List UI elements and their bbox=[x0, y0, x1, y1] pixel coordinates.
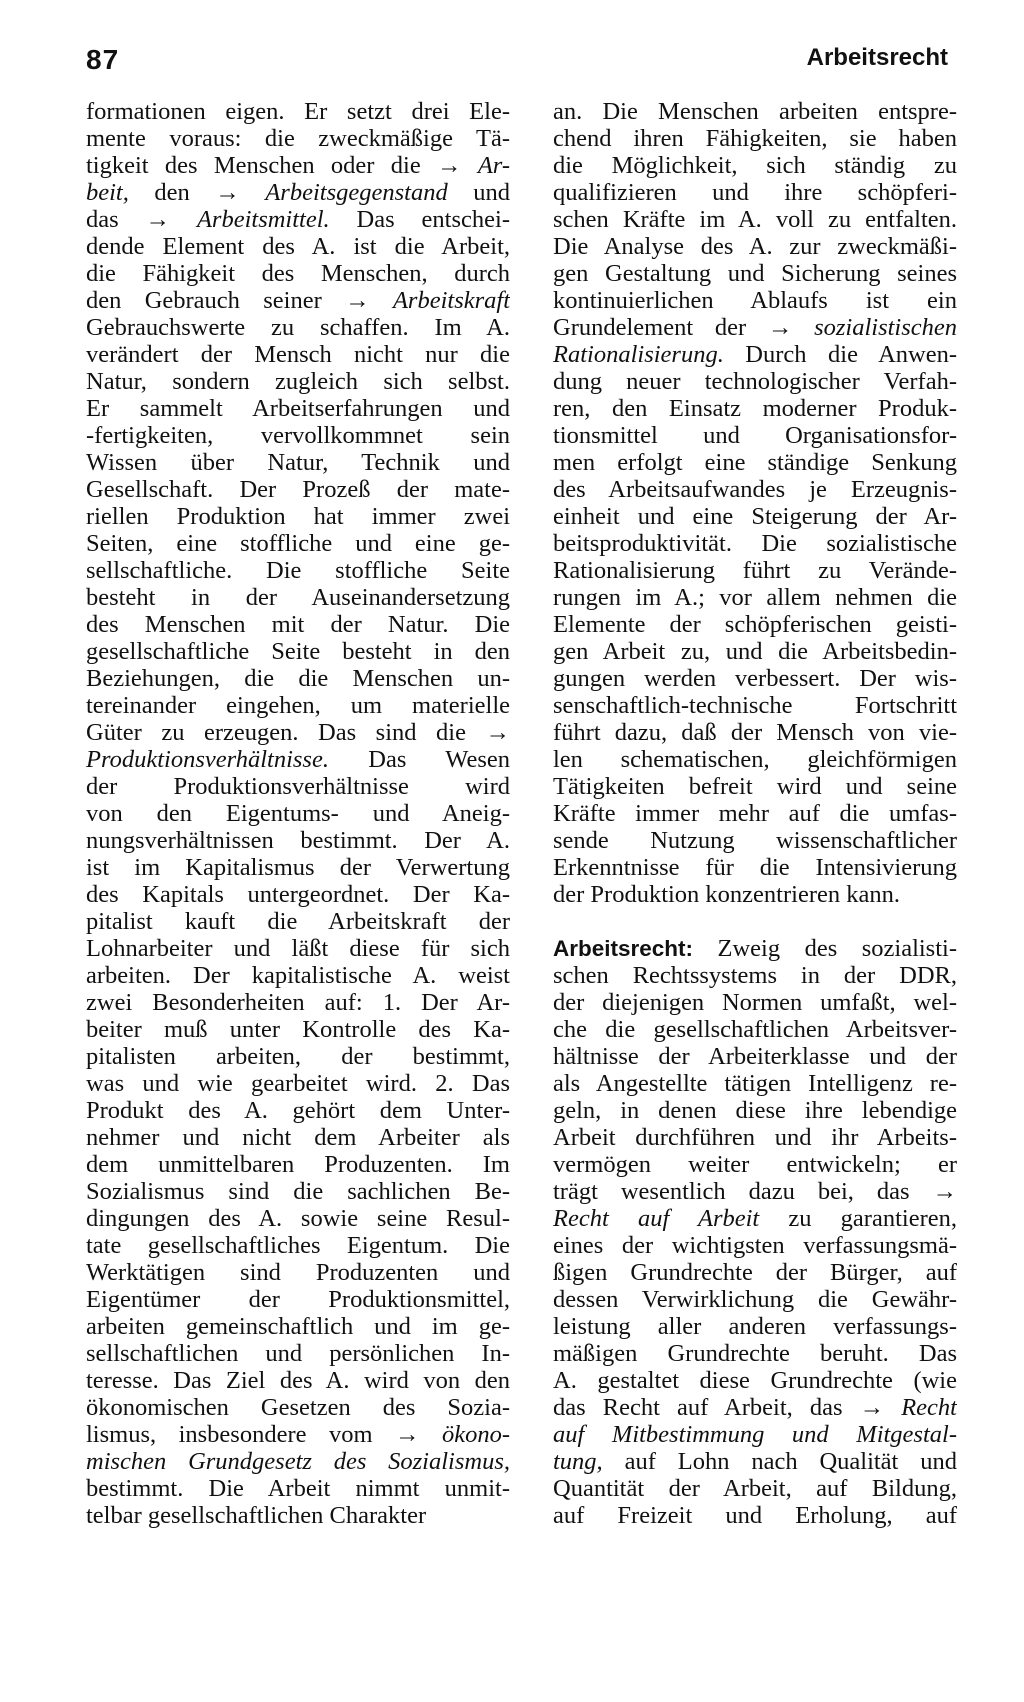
text-line bbox=[553, 1097, 957, 1124]
text-line bbox=[553, 287, 957, 314]
text-line bbox=[86, 314, 510, 341]
text-run: -fertigkeiten, vervollkommnet sein bbox=[86, 422, 510, 449]
text-run: führt dazu, daß der Mensch von vie- bbox=[553, 719, 957, 746]
text-run: Gebrauchswerte zu schaffen. Im A. bbox=[86, 314, 510, 341]
text-line bbox=[553, 773, 957, 800]
text-line bbox=[553, 449, 957, 476]
text-line bbox=[553, 1367, 957, 1394]
text-line bbox=[86, 206, 510, 233]
text-run: ren, den Einsatz moderner Produk- bbox=[553, 395, 957, 422]
text-run: vermögen weiter entwickeln; er bbox=[553, 1151, 957, 1178]
text-run: den Gebrauch seiner → bbox=[86, 287, 393, 314]
cross-reference: ökono- bbox=[441, 1421, 510, 1448]
text-run: Wissen über Natur, Technik und bbox=[86, 449, 510, 476]
text-line bbox=[553, 1394, 957, 1421]
text-run: mäßigen Grundrechte beruht. Das bbox=[553, 1340, 957, 1367]
text-line bbox=[86, 989, 510, 1016]
cross-reference: beit, bbox=[86, 179, 129, 206]
text-run: Rationalisierung führt zu Verände- bbox=[553, 557, 957, 584]
cross-reference: Ar- bbox=[477, 152, 510, 179]
text-run: Erkenntnisse für die Intensivierung bbox=[553, 854, 957, 881]
text-line bbox=[553, 1151, 957, 1178]
text-line bbox=[553, 1286, 957, 1313]
text-line bbox=[86, 1232, 510, 1259]
text-line bbox=[86, 773, 510, 800]
cross-reference: auf Mitbestimmung und Mitgestal- bbox=[553, 1421, 957, 1448]
text-run: Das entschei- bbox=[329, 206, 510, 233]
running-head: Arbeitsrecht bbox=[806, 44, 948, 71]
text-run: Quantität der Arbeit, auf Bildung, bbox=[553, 1475, 957, 1502]
text-run: kontinuierlichen Ablaufs ist ein bbox=[553, 287, 957, 314]
text-line bbox=[553, 1070, 957, 1097]
text-line bbox=[86, 1421, 510, 1448]
text-run: von den Eigentums- und Aneig- bbox=[86, 800, 510, 827]
text-line bbox=[553, 800, 957, 827]
text-line bbox=[553, 314, 957, 341]
text-run: ökonomischen Gesetzen des Sozia- bbox=[86, 1394, 510, 1421]
text-line bbox=[553, 1475, 957, 1502]
text-line bbox=[86, 1448, 510, 1475]
text-run: tate gesellschaftliches Eigentum. Die bbox=[86, 1232, 510, 1259]
text-run: sellschaftlichen und persönlichen In- bbox=[86, 1340, 510, 1367]
text-run: senschaftlich-technische Fortschritt bbox=[553, 692, 957, 719]
text-run: arbeiten gemeinschaftlich und im ge- bbox=[86, 1313, 510, 1340]
text-run: verändert der Mensch nicht nur die bbox=[86, 341, 510, 368]
text-line bbox=[86, 1259, 510, 1286]
text-run: schen Kräfte im A. voll zu entfalten. bbox=[553, 206, 957, 233]
text-run: dem unmittelbaren Produzenten. Im bbox=[86, 1151, 510, 1178]
text-run: was und wie gearbeitet wird. 2. Das bbox=[86, 1070, 510, 1097]
text-line bbox=[553, 422, 957, 449]
text-line bbox=[553, 854, 957, 881]
left-column bbox=[86, 98, 510, 1529]
text-run: Beziehungen, die die Menschen un- bbox=[86, 665, 510, 692]
text-run: der Produktionsverhältnisse wird bbox=[86, 773, 510, 800]
text-line bbox=[553, 881, 957, 908]
text-line bbox=[86, 827, 510, 854]
text-run: die Möglichkeit, sich ständig zu bbox=[553, 152, 957, 179]
text-line bbox=[553, 125, 957, 152]
text-line bbox=[86, 1205, 510, 1232]
text-line bbox=[86, 125, 510, 152]
text-run: dende Element des A. ist die Arbeit, bbox=[86, 233, 510, 260]
text-line bbox=[553, 233, 957, 260]
text-line bbox=[553, 1502, 957, 1529]
text-run: ßigen Grundrechte der Bürger, auf bbox=[553, 1259, 957, 1286]
text-run: beitsproduktivität. Die sozialistische bbox=[553, 530, 957, 557]
cross-reference: Produktionsverhältnisse. bbox=[86, 746, 329, 773]
text-line bbox=[553, 179, 957, 206]
text-run: tigkeit des Menschen oder die → bbox=[86, 152, 478, 179]
text-run: Kräfte immer mehr auf die umfas- bbox=[553, 800, 957, 827]
text-run: als Angestellte tätigen Intelligenz re- bbox=[553, 1070, 957, 1097]
text-run: Das Wesen bbox=[328, 746, 510, 773]
text-run: des Menschen mit der Natur. Die bbox=[86, 611, 510, 638]
text-run: hältnisse der Arbeiterklasse und der bbox=[553, 1043, 957, 1070]
text-run: das → bbox=[86, 206, 197, 233]
text-line bbox=[86, 908, 510, 935]
text-line bbox=[553, 935, 957, 962]
text-line bbox=[553, 98, 957, 125]
text-run: den → bbox=[128, 179, 266, 206]
text-line bbox=[86, 98, 510, 125]
text-run: rungen im A.; vor allem nehmen die bbox=[553, 584, 957, 611]
text-run: Zweig des sozialisti- bbox=[693, 935, 957, 962]
cross-reference: tung, bbox=[553, 1448, 603, 1475]
cross-reference: sozialistischen bbox=[814, 314, 957, 341]
text-run: Werktätigen sind Produzenten und bbox=[86, 1259, 510, 1286]
text-run: men erfolgt eine ständige Senkung bbox=[553, 449, 957, 476]
text-line bbox=[86, 395, 510, 422]
cross-reference: Arbeitsmittel. bbox=[196, 206, 330, 233]
text-run: Sozialismus sind die sachlichen Be- bbox=[86, 1178, 510, 1205]
text-run: des Kapitals untergeordnet. Der Ka- bbox=[86, 881, 510, 908]
text-line bbox=[553, 719, 957, 746]
text-line bbox=[553, 503, 957, 530]
text-line bbox=[553, 692, 957, 719]
text-line bbox=[86, 341, 510, 368]
text-run: einheit und eine Steigerung der Ar- bbox=[553, 503, 957, 530]
text-run: arbeiten. Der kapitalistische A. weist bbox=[86, 962, 510, 989]
text-line bbox=[86, 1151, 510, 1178]
text-line bbox=[553, 557, 957, 584]
text-run: Grundelement der → bbox=[553, 314, 815, 341]
cross-reference: Arbeitskraft bbox=[392, 287, 510, 314]
text-line bbox=[553, 1340, 957, 1367]
text-line bbox=[86, 1178, 510, 1205]
text-line bbox=[86, 449, 510, 476]
text-run: beiter muß unter Kontrolle des Ka- bbox=[86, 1016, 510, 1043]
text-line bbox=[86, 611, 510, 638]
text-line bbox=[553, 746, 957, 773]
text-line bbox=[86, 719, 510, 746]
text-run: geln, in denen diese ihre lebendige bbox=[553, 1097, 957, 1124]
text-run: sellschaftliche. Die stoffliche Seite bbox=[86, 557, 510, 584]
text-line bbox=[86, 1475, 510, 1502]
text-line bbox=[86, 503, 510, 530]
text-line bbox=[86, 1367, 510, 1394]
text-line bbox=[86, 746, 510, 773]
text-run: che die gesellschaftlichen Arbeitsver- bbox=[553, 1016, 957, 1043]
text-run: Tätigkeiten befreit wird und seine bbox=[553, 773, 957, 800]
text-line bbox=[86, 530, 510, 557]
text-line bbox=[553, 1178, 957, 1205]
text-run: gesellschaftliche Seite besteht in den bbox=[86, 638, 510, 665]
text-run: dingungen des A. sowie seine Resul- bbox=[86, 1205, 510, 1232]
text-line bbox=[553, 260, 957, 287]
text-run: Gesellschaft. Der Prozeß der mate- bbox=[86, 476, 510, 503]
text-line bbox=[553, 368, 957, 395]
text-run: Die Analyse des A. zur zweckmäßi- bbox=[553, 233, 957, 260]
text-run: dessen Verwirklichung die Gewähr- bbox=[553, 1286, 957, 1313]
text-run: Elemente der schöpferischen geisti- bbox=[553, 611, 957, 638]
text-line bbox=[86, 368, 510, 395]
text-line bbox=[86, 233, 510, 260]
text-run: qualifizieren und ihre schöpferi- bbox=[553, 179, 957, 206]
text-line bbox=[86, 1070, 510, 1097]
text-line bbox=[86, 800, 510, 827]
text-run: und bbox=[447, 179, 510, 206]
text-run: gen Arbeit zu, und die Arbeitsbedin- bbox=[553, 638, 957, 665]
text-run: das Recht auf Arbeit, das → bbox=[553, 1394, 902, 1421]
text-run: leistung aller anderen verfassungs- bbox=[553, 1313, 957, 1340]
cross-reference: mischen Grundgesetz des Sozialismus, bbox=[86, 1448, 510, 1475]
text-line bbox=[86, 476, 510, 503]
text-run: Er sammelt Arbeitserfahrungen und bbox=[86, 395, 510, 422]
text-run: teresse. Das Ziel des A. wird von den bbox=[86, 1367, 510, 1394]
text-run: der Produktion konzentrieren kann. bbox=[553, 881, 900, 908]
text-line bbox=[553, 1313, 957, 1340]
text-line bbox=[86, 152, 510, 179]
text-line bbox=[553, 152, 957, 179]
text-run: Produkt des A. gehört dem Unter- bbox=[86, 1097, 510, 1124]
text-run: dung neuer technologischer Verfah- bbox=[553, 368, 957, 395]
text-line bbox=[553, 638, 957, 665]
text-line bbox=[86, 584, 510, 611]
text-line bbox=[553, 665, 957, 692]
text-run: Seiten, eine stoffliche und eine ge- bbox=[86, 530, 510, 557]
text-line bbox=[86, 854, 510, 881]
text-line bbox=[553, 1205, 957, 1232]
text-run: lismus, insbesondere vom → bbox=[86, 1421, 442, 1448]
right-column bbox=[553, 98, 957, 1529]
text-run: trägt wesentlich dazu bei, das → bbox=[553, 1178, 957, 1205]
text-line bbox=[553, 611, 957, 638]
text-line bbox=[553, 1448, 957, 1475]
text-line bbox=[553, 341, 957, 368]
text-line bbox=[553, 1124, 957, 1151]
page-number: 87 bbox=[86, 44, 120, 75]
text-line bbox=[553, 1232, 957, 1259]
text-run: gen Gestaltung und Sicherung seines bbox=[553, 260, 957, 287]
text-line bbox=[553, 395, 957, 422]
text-line bbox=[86, 1043, 510, 1070]
text-run: auf Lohn nach Qualität und bbox=[602, 1448, 957, 1475]
text-line bbox=[86, 1502, 510, 1529]
text-line bbox=[553, 989, 957, 1016]
text-line bbox=[553, 1016, 957, 1043]
text-run: ist im Kapitalismus der Verwertung bbox=[86, 854, 510, 881]
text-line bbox=[553, 962, 957, 989]
text-run: sende Nutzung wissenschaftlicher bbox=[553, 827, 957, 854]
text-run: zwei Besonderheiten auf: 1. Der Ar- bbox=[86, 989, 510, 1016]
text-run: der diejenigen Normen umfaßt, wel- bbox=[553, 989, 957, 1016]
text-line bbox=[553, 584, 957, 611]
text-line bbox=[86, 1286, 510, 1313]
text-line bbox=[86, 665, 510, 692]
text-line bbox=[86, 287, 510, 314]
text-line bbox=[86, 1340, 510, 1367]
text-run: besteht in der Auseinandersetzung bbox=[86, 584, 510, 611]
text-line bbox=[86, 1313, 510, 1340]
cross-reference: Recht auf Arbeit bbox=[553, 1205, 760, 1232]
text-line bbox=[553, 476, 957, 503]
text-run: gungen werden verbessert. Der wis- bbox=[553, 665, 957, 692]
text-run: len schematischen, gleichförmigen bbox=[553, 746, 957, 773]
text-run: bestimmt. Die Arbeit nimmt unmit- bbox=[86, 1475, 510, 1502]
text-line bbox=[86, 422, 510, 449]
text-line bbox=[553, 1043, 957, 1070]
text-run: eines der wichtigsten verfassungsmä- bbox=[553, 1232, 957, 1259]
text-run: Natur, sondern zugleich sich selbst. bbox=[86, 368, 510, 395]
text-line bbox=[86, 935, 510, 962]
text-run: Eigentümer der Produktionsmittel, bbox=[86, 1286, 510, 1313]
text-line bbox=[86, 638, 510, 665]
text-run: tereinander eingehen, um materielle bbox=[86, 692, 510, 719]
text-run: schen Rechtssystems in der DDR, bbox=[553, 962, 957, 989]
text-run: pitalist kauft die Arbeitskraft der bbox=[86, 908, 510, 935]
text-run: zu garantieren, bbox=[759, 1205, 957, 1232]
text-line bbox=[86, 557, 510, 584]
text-line bbox=[553, 827, 957, 854]
text-run: Arbeit durchführen und ihr Arbeits- bbox=[553, 1124, 957, 1151]
text-line bbox=[86, 962, 510, 989]
text-run: riellen Produktion hat immer zwei bbox=[86, 503, 510, 530]
text-run: Güter zu erzeugen. Das sind die → bbox=[86, 719, 510, 746]
text-run: tionsmittel und Organisationsfor- bbox=[553, 422, 957, 449]
text-run: A. gestaltet diese Grundrechte (wie bbox=[553, 1367, 957, 1394]
cross-reference: Arbeitsgegenstand bbox=[265, 179, 448, 206]
text-line bbox=[86, 1097, 510, 1124]
text-line bbox=[86, 692, 510, 719]
text-line bbox=[553, 530, 957, 557]
paragraph-gap bbox=[553, 908, 957, 935]
entry-headword: Arbeitsrecht: bbox=[553, 936, 694, 961]
text-line bbox=[553, 1421, 957, 1448]
text-line bbox=[553, 206, 957, 233]
text-line bbox=[86, 260, 510, 287]
text-line bbox=[86, 1016, 510, 1043]
text-run: formationen eigen. Er setzt drei Ele- bbox=[86, 98, 510, 125]
text-line bbox=[553, 1259, 957, 1286]
text-line bbox=[86, 179, 510, 206]
text-run: mente voraus: die zweckmäßige Tä- bbox=[86, 125, 510, 152]
text-run: die Fähigkeit des Menschen, durch bbox=[86, 260, 510, 287]
text-run: Lohnarbeiter und läßt diese für sich bbox=[86, 935, 510, 962]
text-run: des Arbeitsaufwandes je Erzeugnis- bbox=[553, 476, 957, 503]
text-line bbox=[86, 1394, 510, 1421]
text-run: telbar gesellschaftlichen Charakter bbox=[86, 1502, 427, 1529]
text-run: an. Die Menschen arbeiten entspre- bbox=[553, 98, 957, 125]
text-run: auf Freizeit und Erholung, auf bbox=[553, 1502, 957, 1529]
text-run: Durch die Anwen- bbox=[723, 341, 957, 368]
cross-reference: Rationalisierung. bbox=[553, 341, 724, 368]
text-run: nehmer und nicht dem Arbeiter als bbox=[86, 1124, 510, 1151]
cross-reference: Recht bbox=[901, 1394, 957, 1421]
text-line bbox=[86, 881, 510, 908]
text-run: chend ihren Fähigkeiten, sie haben bbox=[553, 125, 957, 152]
text-run: pitalisten arbeiten, der bestimmt, bbox=[86, 1043, 510, 1070]
text-line bbox=[86, 1124, 510, 1151]
text-run: nungsverhältnissen bestimmt. Der A. bbox=[86, 827, 510, 854]
